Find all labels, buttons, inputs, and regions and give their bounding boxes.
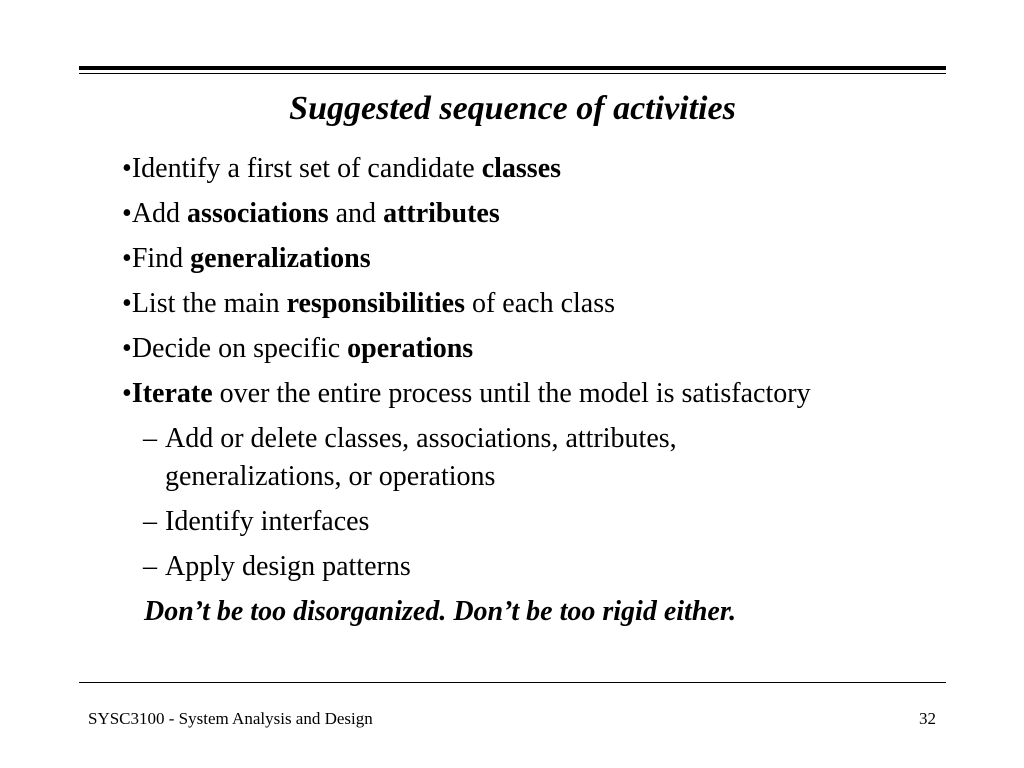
bullet-marker: • xyxy=(122,198,132,229)
bullet-text: Decide on specific xyxy=(131,333,348,364)
bullet-item-6 xyxy=(122,375,946,413)
bullet-keyword: Iterate xyxy=(131,378,213,409)
footer-course-title: SYSC3100 - System Analysis and Design xyxy=(88,709,373,728)
bullet-text: Find xyxy=(131,243,191,274)
sub-bullet-text: Apply design patterns xyxy=(165,551,411,582)
sub-bullet-marker: – xyxy=(143,506,157,537)
bullet-keyword: attributes xyxy=(383,198,500,229)
bullet-text: List the main xyxy=(131,288,287,319)
bullet-item-4 xyxy=(122,285,946,323)
sub-bullet-item-1 xyxy=(122,420,805,496)
bullet-item-5 xyxy=(122,330,946,368)
bullet-text: Add xyxy=(131,198,188,229)
slide-title: Suggested sequence of activities xyxy=(289,90,736,127)
bullet-item-3 xyxy=(122,240,946,278)
bullet-marker: • xyxy=(122,243,132,274)
bullet-text: over the entire process until the model is satisfactory xyxy=(212,378,811,409)
bullet-keyword: responsibilities xyxy=(286,288,465,319)
bullet-keyword: generalizations xyxy=(190,243,371,274)
bottom-rule xyxy=(79,682,946,683)
bullet-marker: • xyxy=(122,333,132,364)
sub-bullet-text: Add or delete classes, associations, attributes, generalizations, or operations xyxy=(165,423,677,492)
bullet-text: Identify a first set of candidate xyxy=(131,153,482,184)
sub-bullet-marker: – xyxy=(143,551,157,582)
bullet-keyword: associations xyxy=(187,198,329,229)
bullet-text: of each class xyxy=(464,288,616,319)
footer-page-number: 32 xyxy=(919,709,936,728)
bullet-keyword: classes xyxy=(481,153,562,184)
sub-bullet-item-2 xyxy=(122,503,805,541)
bullet-item-1 xyxy=(122,150,946,188)
bullet-item-2 xyxy=(122,195,946,233)
sub-bullet-text: Identify interfaces xyxy=(165,506,370,537)
bullet-text: and xyxy=(328,198,384,229)
sub-bullet-marker: – xyxy=(143,423,157,454)
bullet-marker: • xyxy=(122,378,132,409)
bullet-marker: • xyxy=(122,153,132,184)
top-rule-thick xyxy=(79,66,946,70)
sub-bullet-item-3 xyxy=(122,548,805,586)
bullet-marker: • xyxy=(122,288,132,319)
bullet-list xyxy=(122,150,946,631)
bullet-keyword: operations xyxy=(347,333,474,364)
top-rule-thin xyxy=(79,73,946,74)
closing-note: Don’t be too disorganized. Don’t be too rigid either. xyxy=(144,596,737,627)
